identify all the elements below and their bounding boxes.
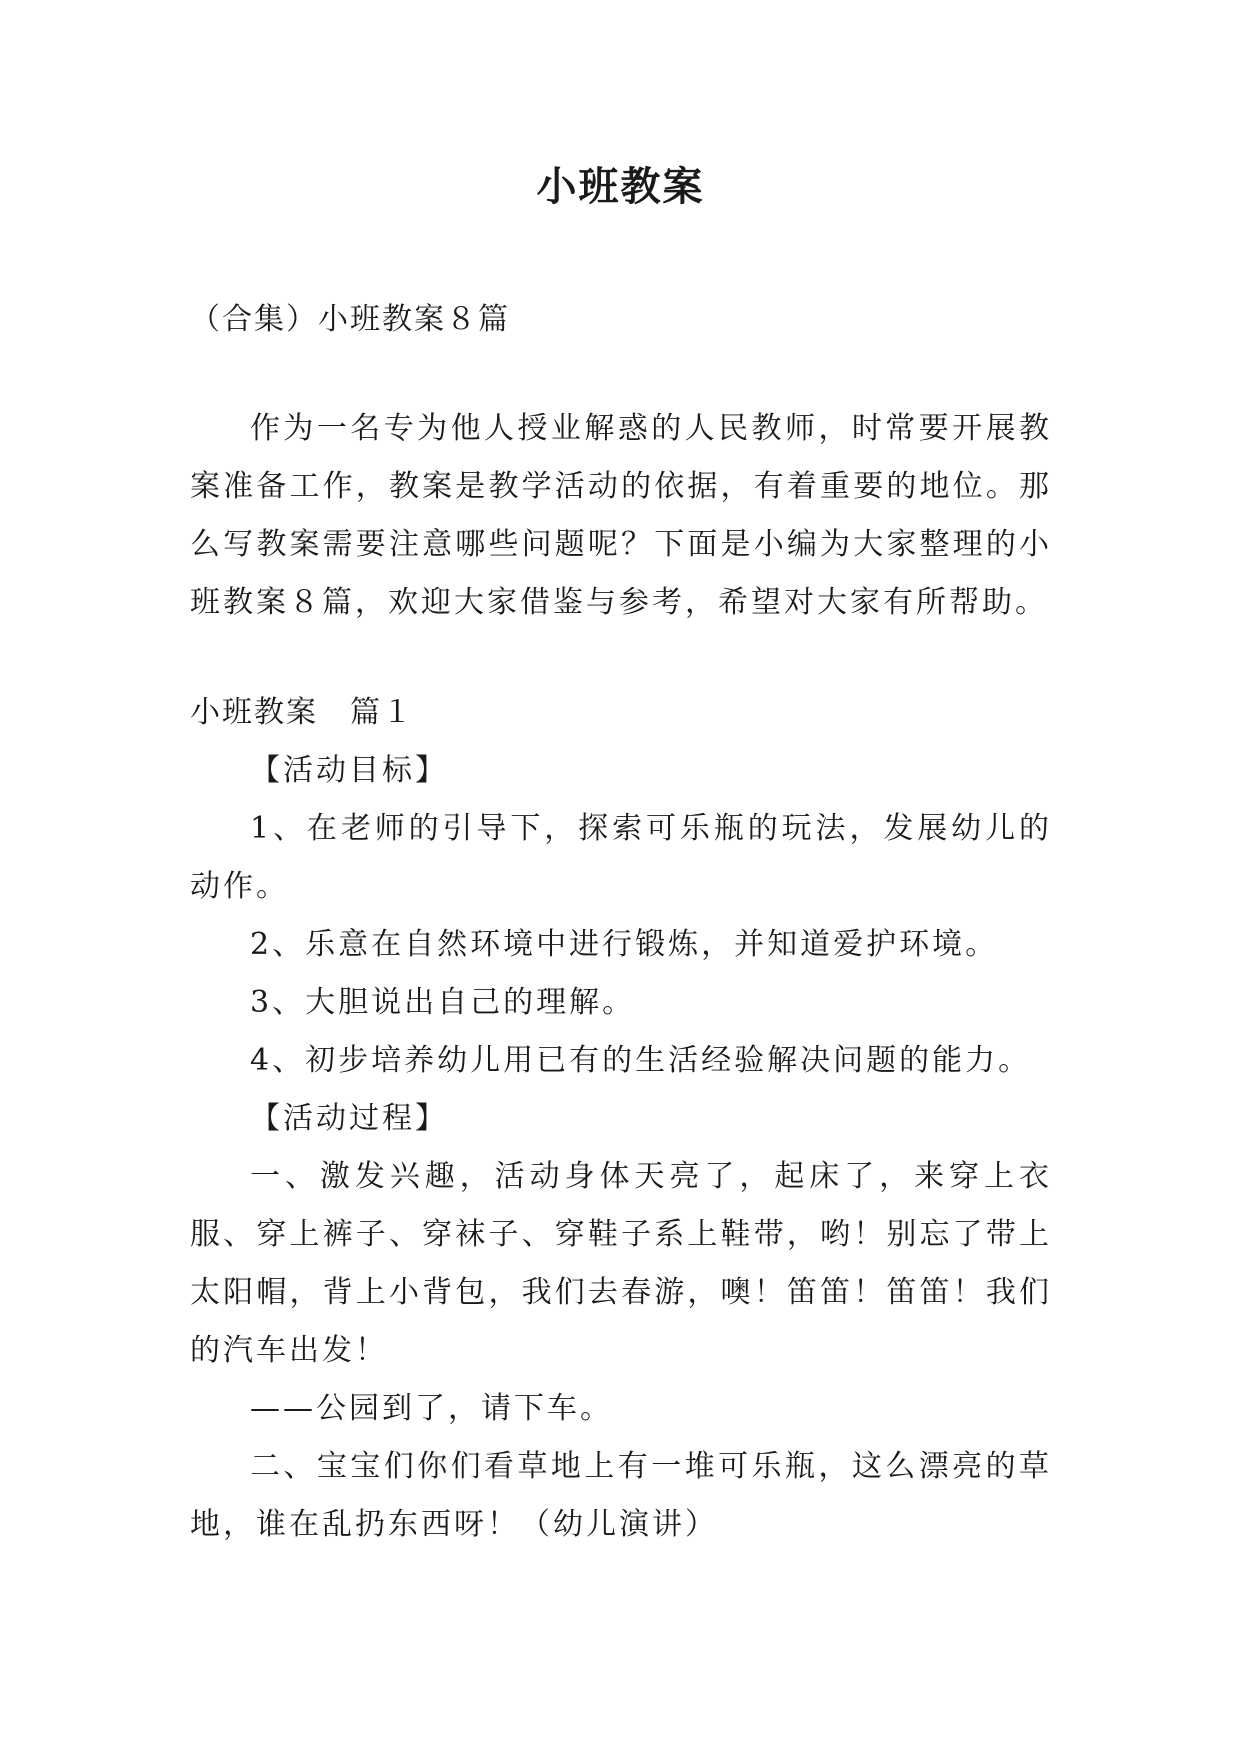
goal-item-2: 2、乐意在自然环境中进行锻炼，并知道爱护环境。: [250, 927, 999, 962]
document-body: [190, 290, 1052, 1554]
document-title: 小班教案: [536, 163, 705, 210]
goal-item-4: 4、初步培养幼儿用已有的生活经验解决问题的能力。: [250, 1043, 1032, 1078]
document-subtitle: （合集）小班教案８篇: [190, 302, 510, 337]
goal-item-1: 1、在老师的引导下，探索可乐瓶的玩法，发展幼儿的动作。: [190, 811, 1052, 904]
process-step-1-note: ——公园到了，请下车。: [250, 1391, 613, 1426]
intro-paragraph: 作为一名专为他人授业解惑的人民教师，时常要开展教案准备工作，教案是教学活动的依据，有着重要的地位。那么写教案需要注意哪些问题呢？下面是小编为大家整理的小班教案８篇，欢迎大家借鉴与参考，希望对大家有所帮助。: [190, 411, 1052, 620]
heading-activity-process: 【活动过程】: [250, 1101, 448, 1136]
process-step-1: 一、激发兴趣，活动身体天亮了，起床了，来穿上衣服、穿上裤子、穿袜子、穿鞋子系上鞋带，哟！别忘了带上太阳帽，背上小背包，我们去春游，噢！笛笛！笛笛！我们的汽车出发！: [190, 1159, 1052, 1368]
section-heading: 小班教案 篇１: [190, 695, 414, 730]
process-step-2: 二、宝宝们你们看草地上有一堆可乐瓶，这么漂亮的草地，谁在乱扔东西呀！（幼儿演讲）: [190, 1449, 1052, 1542]
goal-item-3: 3、大胆说出自己的理解。: [250, 985, 636, 1020]
heading-activity-goals: 【活动目标】: [250, 753, 448, 788]
